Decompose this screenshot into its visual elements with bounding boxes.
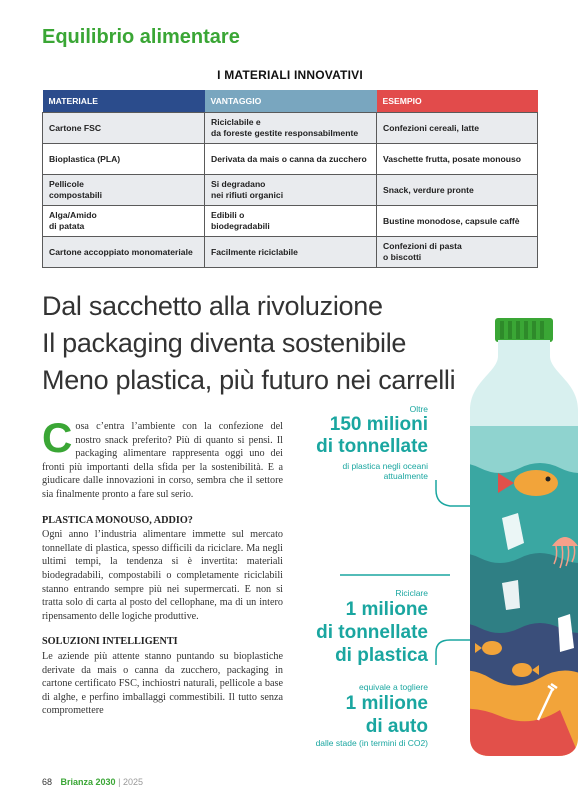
stat-big: di auto <box>365 716 428 737</box>
table-row <box>43 206 538 237</box>
section-title: Equilibrio alimentare <box>42 26 240 48</box>
header-esempio: ESEMPIO <box>377 90 538 113</box>
headline-line: Dal sacchetto alla rivoluzione <box>42 291 383 321</box>
article-paragraph: Ogni anno l’industria alimentare immette sul mercato tonnellate di plastica, spesso difficili da riciclare. Ma negli ultimi tempi, la tendenza si è invertita: materiali biodegradabili, compostabili o completamente riciclabili stanno entrando sempre più nei supermercati. E non si tratta solo di carta al posto del cellophane, ma di un intero ripensamento delle logiche produttive. <box>42 529 283 622</box>
article-headline <box>42 288 455 399</box>
stat-big: 150 milioni <box>329 414 428 435</box>
table-cell: Derivata da mais o canna da zucchero <box>205 144 377 175</box>
stat-pre: Oltre <box>409 404 428 414</box>
stat-post: attualmente <box>383 471 428 481</box>
table-cell: Bioplastica (PLA) <box>43 144 205 175</box>
footer-year: 2025 <box>122 777 143 787</box>
table-cell: Riciclabile e da foreste gestite responsabilmente <box>205 113 377 144</box>
headline-line: Il packaging diventa sostenibile <box>42 328 407 358</box>
table-cell: Confezioni di pasta o biscotti <box>377 237 538 268</box>
table-cell: Si degradano nei rifiuti organici <box>205 175 377 206</box>
table-cell: Cartone accoppiato monomateriale <box>43 237 205 268</box>
table-cell: Vaschette frutta, posate monouso <box>377 144 538 175</box>
stat-big: di plastica <box>335 645 428 666</box>
table-cell: Edibili o biodegradabili <box>205 206 377 237</box>
page-number: 68 <box>42 777 53 787</box>
article-body <box>42 414 283 730</box>
stat-post: dalle stade (in termini di CO2) <box>315 738 428 748</box>
table-cell: Cartone FSC <box>43 113 205 144</box>
stat-big: 1 milione <box>345 693 428 714</box>
subheading: SOLUZIONI INTELLIGENTI <box>42 636 178 648</box>
table-row <box>43 113 538 144</box>
stat-oceans <box>300 404 428 481</box>
article-paragraph <box>42 414 283 502</box>
materials-table <box>42 90 538 268</box>
subheading: PLASTICA MONOUSO, ADDIO? <box>42 514 193 526</box>
stat-big: di tonnellate <box>316 436 428 457</box>
article-paragraph: Le aziende più attente stanno puntando su bioplastiche derivate da mais o canna da zucchero, packaging in cartone certificato FSC, inchiostri naturali, pellicole a base di alghe, e perfino imballaggi commestibili. Il tutto senza compromettere <box>42 650 283 717</box>
page-footer <box>42 777 143 787</box>
table-header-row <box>43 90 538 113</box>
header-materiale: MATERIALE <box>43 90 205 113</box>
table-cell: Bustine monodose, capsule caffè <box>377 206 538 237</box>
table-cell: Facilmente riciclabile <box>205 237 377 268</box>
magazine-brand: Brianza 2030 <box>60 777 116 787</box>
stat-big: di tonnellate <box>316 622 428 643</box>
table-cell: Snack, verdure pronte <box>377 175 538 206</box>
table-cell: Alga/Amido di patata <box>43 206 205 237</box>
table-row <box>43 175 538 206</box>
stat-post: di plastica negli oceani <box>342 461 428 471</box>
table-row <box>43 144 538 175</box>
stat-big: 1 milione <box>345 599 428 620</box>
paragraph-text: osa c’entra l’ambiente con la confezione del nostro snack preferito? Più di quanto si pensi. Il packaging alimentare rappresenta oggi uno dei fronti più importanti della sfida per la sostenibilità. E a giudicare dalle innovazioni in corso, sembra che il settore sia finalmente pronto a fare sul serio. <box>42 421 283 500</box>
header-vantaggio: VANTAGGIO <box>205 90 377 113</box>
table-cell: Confezioni cereali, latte <box>377 113 538 144</box>
stat-recycle <box>290 588 428 667</box>
stat-pre: Riciclare <box>395 588 428 598</box>
table-row <box>43 237 538 268</box>
footer-separator: | <box>118 777 121 787</box>
drop-cap: C <box>42 414 73 461</box>
table-title: I MATERIALI INNOVATIVI <box>217 68 363 82</box>
headline-line: Meno plastica, più futuro nei carrelli <box>42 365 456 395</box>
table-cell: Pellicole compostabili <box>43 175 205 206</box>
stat-cars <box>290 682 428 748</box>
stat-pre: equivale a togliere <box>359 682 428 692</box>
